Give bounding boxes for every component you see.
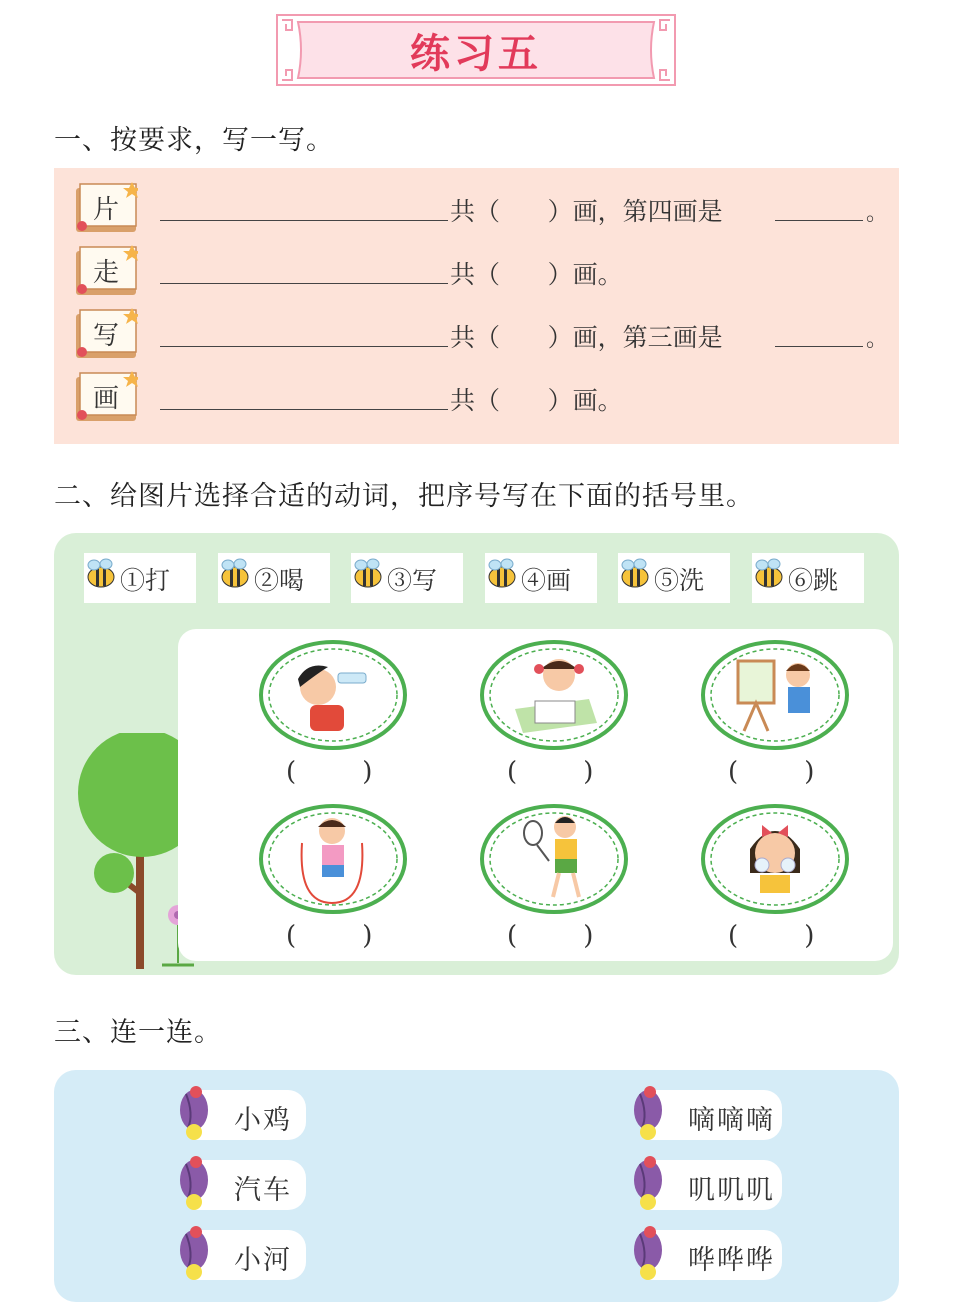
row-end: 。 xyxy=(866,201,889,226)
answer-paren[interactable]: ( ) xyxy=(286,921,373,951)
verb-label: ①打 xyxy=(120,566,171,595)
stroke-row xyxy=(74,371,894,427)
row-text: 共（ ）画，第四画是 xyxy=(450,197,723,226)
match-label: 小河 xyxy=(234,1245,292,1276)
char-label: 写 xyxy=(92,320,119,351)
section1-heading: 一、按要求，写一写。 xyxy=(54,125,334,156)
firefly-icon xyxy=(628,1224,668,1284)
char-card xyxy=(74,245,138,297)
char-label: 走 xyxy=(92,257,119,288)
picture-drinking-boy xyxy=(258,639,408,751)
row-text: 共（ ）画。 xyxy=(450,260,623,289)
picture-face-washing-girl xyxy=(700,803,850,915)
picture-writing-girl xyxy=(479,639,629,751)
answer-paren[interactable]: ( ) xyxy=(728,921,815,951)
verb-label: ④画 xyxy=(521,566,572,595)
match-label: 小鸡 xyxy=(234,1105,292,1136)
answer-line[interactable] xyxy=(160,220,448,221)
bee-icon xyxy=(218,557,252,591)
match-item-right[interactable] xyxy=(648,1230,782,1280)
picture-jump-rope-girl xyxy=(258,803,408,915)
section2-panel xyxy=(54,533,899,975)
section3-panel xyxy=(54,1070,899,1302)
answer-line[interactable] xyxy=(160,409,448,410)
match-item-left[interactable] xyxy=(194,1230,306,1280)
match-item-left[interactable] xyxy=(194,1090,306,1140)
verb-label: ②喝 xyxy=(254,566,305,595)
stroke-row xyxy=(74,308,894,364)
verb-chip xyxy=(752,553,864,603)
section1-panel xyxy=(54,168,899,444)
section2-heading: 二、给图片选择合适的动词，把序号写在下面的括号里。 xyxy=(54,481,754,512)
verb-label: ⑤洗 xyxy=(654,566,705,595)
firefly-icon xyxy=(628,1154,668,1214)
answer-paren[interactable]: ( ) xyxy=(507,757,594,787)
char-card xyxy=(74,182,138,234)
page-title: 练习五 xyxy=(410,30,542,77)
verb-label: ⑥跳 xyxy=(788,566,839,595)
firefly-icon xyxy=(174,1154,214,1214)
match-label: 汽车 xyxy=(234,1175,292,1206)
verb-chip xyxy=(351,553,463,603)
verb-chip xyxy=(485,553,597,603)
match-item-right[interactable] xyxy=(648,1160,782,1210)
answer-paren[interactable]: ( ) xyxy=(728,757,815,787)
match-item-right[interactable] xyxy=(648,1090,782,1140)
verb-chip xyxy=(84,553,196,603)
bee-icon xyxy=(84,557,118,591)
picture-area xyxy=(178,629,893,961)
row-text: 共（ ）画。 xyxy=(450,386,623,415)
picture-painting-boy xyxy=(700,639,850,751)
verb-chip xyxy=(618,553,730,603)
row-text: 共（ ）画，第三画是 xyxy=(450,323,723,352)
verb-label: ③写 xyxy=(387,566,438,595)
picture-badminton-boy xyxy=(479,803,629,915)
row-end: 。 xyxy=(866,327,889,352)
char-label: 画 xyxy=(92,383,119,414)
firefly-icon xyxy=(174,1084,214,1144)
answer-line[interactable] xyxy=(160,283,448,284)
stroke-row xyxy=(74,245,894,301)
match-label: 嘀嘀嘀 xyxy=(688,1105,775,1136)
match-label: 叽叽叽 xyxy=(688,1175,775,1206)
char-card xyxy=(74,371,138,423)
bee-icon xyxy=(618,557,652,591)
bee-icon xyxy=(752,557,786,591)
firefly-icon xyxy=(174,1224,214,1284)
char-label: 片 xyxy=(92,194,119,225)
section3-heading: 三、连一连。 xyxy=(54,1017,222,1048)
match-label: 哗哗哗 xyxy=(688,1245,775,1276)
bee-icon xyxy=(485,557,519,591)
verb-chip xyxy=(218,553,330,603)
answer-paren[interactable]: ( ) xyxy=(507,921,594,951)
match-item-left[interactable] xyxy=(194,1160,306,1210)
answer-line[interactable] xyxy=(160,346,448,347)
answer-blank[interactable] xyxy=(775,346,863,347)
firefly-icon xyxy=(628,1084,668,1144)
title-banner xyxy=(276,14,676,86)
answer-paren[interactable]: ( ) xyxy=(286,757,373,787)
char-card xyxy=(74,308,138,360)
bee-icon xyxy=(351,557,385,591)
answer-blank[interactable] xyxy=(775,220,863,221)
stroke-row xyxy=(74,182,894,238)
